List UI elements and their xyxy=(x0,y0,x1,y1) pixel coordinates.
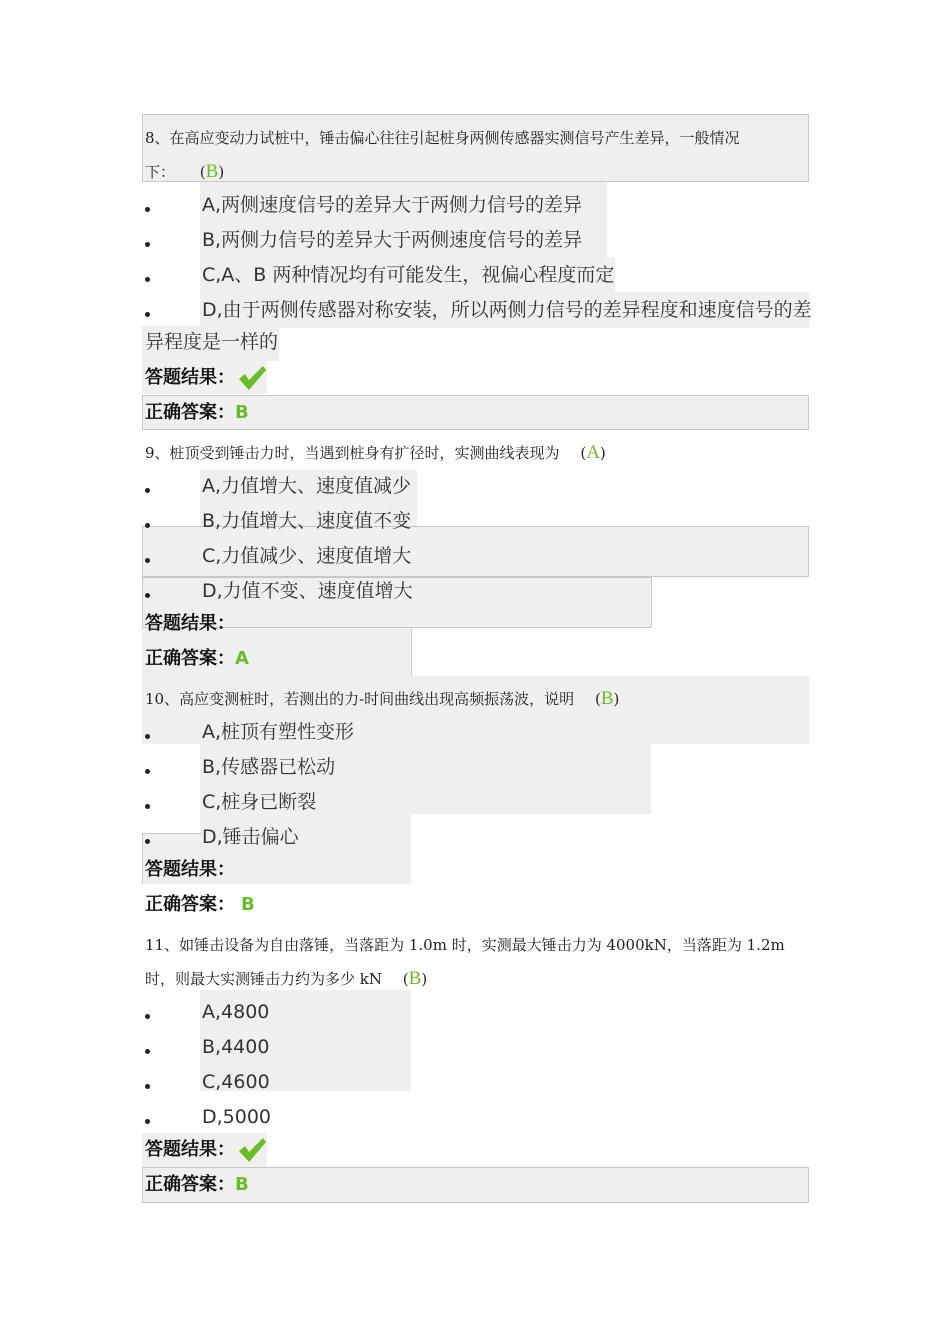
bullet-icon xyxy=(145,488,150,493)
question-9-stem: 9、桩顶受到锤击力时，当遇到桩身有扩径时，实测曲线表现为 (A) xyxy=(145,442,606,463)
question-8-answer-mark: B xyxy=(205,161,219,182)
question-9-option-c[interactable]: C,力值减少、速度值增大 xyxy=(145,539,810,574)
question-10-correct-answer: 正确答案： B xyxy=(145,894,255,915)
bullet-icon xyxy=(145,1049,150,1054)
question-8-stem: 8、在高应变动力试桩中，锤击偏心往往引起桩身两侧传感器实测信号产生差异，一般情况 下： (B) xyxy=(145,129,740,182)
question-9-option-b[interactable]: B,力值增大、速度值不变 xyxy=(145,504,810,539)
bullet-icon xyxy=(145,523,150,528)
question-10-stem: 10、高应变测桩时，若测出的力-时间曲线出现高频振荡波，说明 (B) xyxy=(145,688,620,709)
question-9-correct-answer: 正确答案：A xyxy=(145,648,249,669)
bullet-icon xyxy=(145,1119,150,1124)
question-8-option-d[interactable]: D,由于两侧传感器对称安装，所以两侧力信号的差异程度和速度信号的差 xyxy=(145,293,810,328)
question-11-option-b[interactable]: B,4400 xyxy=(145,1030,810,1065)
question-11-option-a[interactable]: A,4800 xyxy=(145,995,810,1030)
bullet-icon xyxy=(145,558,150,563)
question-8-option-c[interactable]: C,A、B 两种情况均有可能发生，视偏心程度而定 xyxy=(145,258,810,293)
question-9-answer-mark: A xyxy=(586,442,600,463)
question-11-correct-answer: 正确答案：B xyxy=(145,1174,249,1195)
bullet-icon xyxy=(145,242,150,247)
question-10-answer-mark: B xyxy=(600,688,614,709)
question-8-option-a[interactable]: A,两侧速度信号的差异大于两侧力信号的差异 xyxy=(145,188,810,223)
bullet-icon xyxy=(145,207,150,212)
question-10-option-b[interactable]: B,传感器已松动 xyxy=(145,750,810,785)
bullet-icon xyxy=(145,277,150,282)
question-10-option-c[interactable]: C,桩身已断裂 xyxy=(145,785,810,820)
question-11-result: 答题结果： xyxy=(145,1132,267,1167)
question-8-option-d-continuation: 异程度是一样的 xyxy=(145,331,279,353)
question-11-stem: 11、如锤击设备为自由落锤，当落距为 1.0m 时，实测最大锤击力为 4000kN，当落距为 1.2m 时，则最大实测锤击力约为多少 kN (B) xyxy=(145,936,785,989)
bullet-icon xyxy=(145,769,150,774)
question-9-result: 答题结果： xyxy=(145,613,235,634)
checkmark-icon xyxy=(237,364,267,392)
question-8-stem-line2: 下： xyxy=(145,163,176,181)
checkmark-icon xyxy=(237,1136,267,1164)
bullet-icon xyxy=(145,734,150,739)
question-8-result: 答题结果： xyxy=(145,360,267,395)
bullet-icon xyxy=(145,1084,150,1089)
question-8-option-b[interactable]: B,两侧力信号的差异大于两侧速度信号的差异 xyxy=(145,223,810,258)
bullet-icon xyxy=(145,312,150,317)
bullet-icon xyxy=(145,839,150,844)
bullet-icon xyxy=(145,593,150,598)
question-9-option-a[interactable]: A,力值增大、速度值减少 xyxy=(145,469,810,504)
bullet-icon xyxy=(145,804,150,809)
question-9-option-d[interactable]: D,力值不变、速度值增大 xyxy=(145,574,810,609)
question-10-option-d[interactable]: D,锤击偏心 xyxy=(145,820,810,855)
question-10-result: 答题结果： xyxy=(145,859,235,880)
question-8-stem-line1: 8、在高应变动力试桩中，锤击偏心往往引起桩身两侧传感器实测信号产生差异，一般情况 xyxy=(145,129,740,147)
question-11-option-c[interactable]: C,4600 xyxy=(145,1065,810,1100)
question-8-correct-answer: 正确答案：B xyxy=(145,402,249,423)
question-11-answer-mark: B xyxy=(408,968,422,989)
question-10-option-a[interactable]: A,桩顶有塑性变形 xyxy=(145,715,810,750)
question-11-option-d[interactable]: D,5000 xyxy=(145,1100,810,1135)
bullet-icon xyxy=(145,1014,150,1019)
